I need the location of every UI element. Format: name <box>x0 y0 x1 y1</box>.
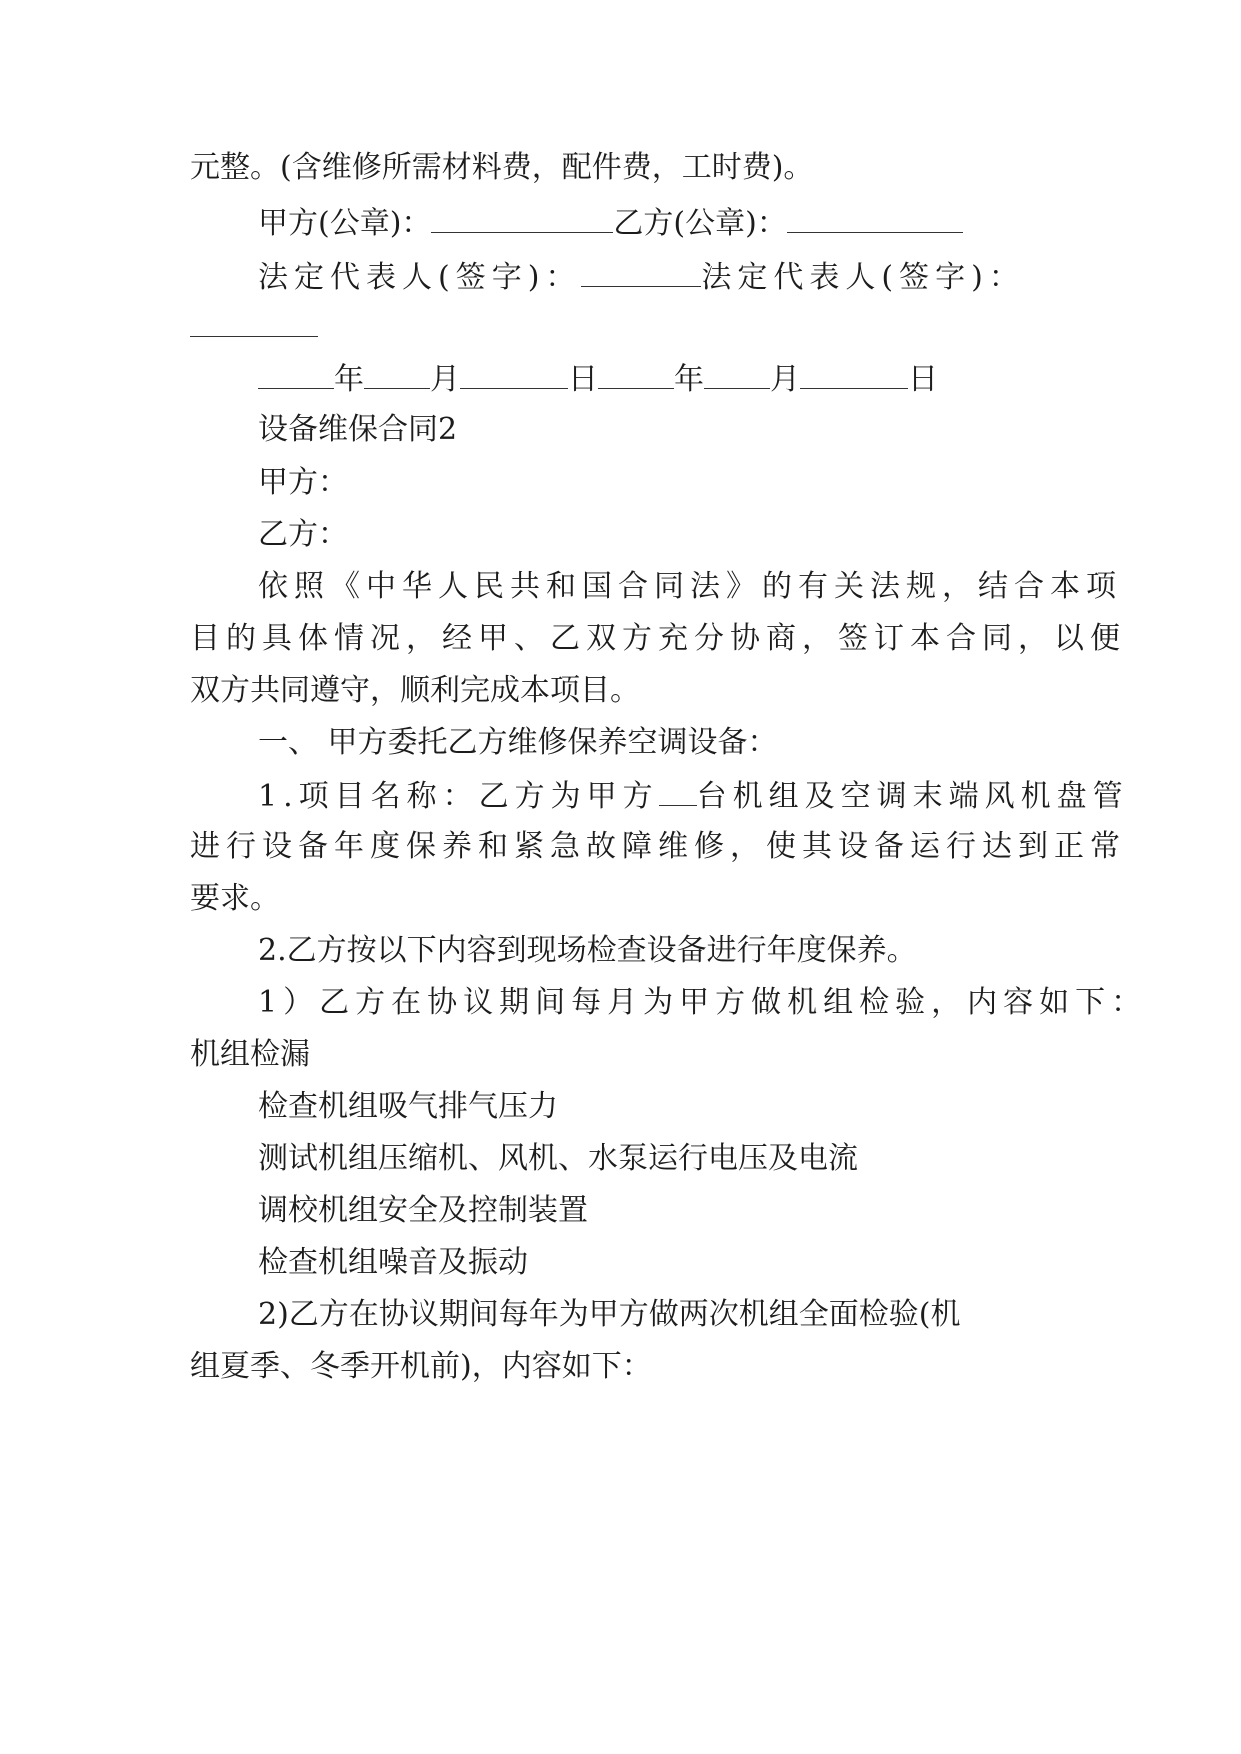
blank-line-row <box>190 306 318 346</box>
month-label: 月 <box>430 362 460 397</box>
date-line <box>258 358 938 398</box>
blank-underline <box>258 358 334 389</box>
year-label: 年 <box>334 362 364 397</box>
blank-underline <box>800 358 908 389</box>
project-name-text: 台机组及空调末端风机盘管 <box>696 779 1129 814</box>
clause-heading: 一、 甲方委托乙方维修保养空调设备： <box>258 725 778 760</box>
text-line: 元整。(含维修所需材料费，配件费，工时费)。 <box>190 150 814 185</box>
list-item: 检查机组噪音及振动 <box>258 1245 528 1280</box>
text-line: 1）乙方在协议期间每月为甲方做机组检验，内容如下： <box>258 985 1148 1020</box>
blank-underline <box>581 256 701 287</box>
signature-line-seal <box>258 202 963 242</box>
list-item: 调校机组安全及控制装置 <box>258 1193 588 1228</box>
blank-underline <box>190 306 318 337</box>
project-name-label: 1.项目名称：乙方为甲方 <box>258 779 659 814</box>
blank-underline <box>431 202 613 233</box>
blank-underline <box>659 775 697 806</box>
day-label: 日 <box>568 362 598 397</box>
text-line: 进行设备年度保养和紧急故障维修，使其设备运行达到正常 <box>190 829 1126 864</box>
text-line: 目的具体情况，经甲、乙双方充分协商，签订本合同，以便 <box>190 621 1126 656</box>
section-title: 设备维保合同2 <box>258 412 458 447</box>
text-line: 组夏季、冬季开机前)，内容如下： <box>190 1349 652 1384</box>
year-label: 年 <box>674 362 704 397</box>
party-a-representative-label: 法定代表人(签字)： <box>258 260 582 295</box>
party-b-line: 乙方： <box>258 517 348 552</box>
signature-line-representative <box>258 256 1025 296</box>
party-b-representative-label: 法定代表人(签字)： <box>701 260 1025 295</box>
day-label: 日 <box>908 362 938 397</box>
list-item: 检查机组吸气排气压力 <box>258 1089 558 1124</box>
party-a-seal-label: 甲方(公章)： <box>258 206 432 241</box>
blank-underline <box>364 358 430 389</box>
text-line <box>258 775 1129 815</box>
party-a-line: 甲方： <box>258 465 348 500</box>
blank-underline <box>460 358 568 389</box>
text-line: 2.乙方按以下内容到现场检查设备进行年度保养。 <box>258 933 917 968</box>
list-item: 测试机组压缩机、风机、水泵运行电压及电流 <box>258 1141 858 1176</box>
blank-underline <box>704 358 770 389</box>
party-b-seal-label: 乙方(公章)： <box>613 206 787 241</box>
text-line: 2)乙方在协议期间每年为甲方做两次机组全面检验(机 <box>258 1297 961 1332</box>
text-line: 依照《中华人民共和国合同法》的有关法规，结合本项 <box>258 569 1122 604</box>
blank-underline <box>787 202 963 233</box>
blank-underline <box>598 358 674 389</box>
text-line: 要求。 <box>190 881 280 916</box>
text-line: 双方共同遵守，顺利完成本项目。 <box>190 673 640 708</box>
list-item: 机组检漏 <box>190 1037 310 1072</box>
month-label: 月 <box>770 362 800 397</box>
